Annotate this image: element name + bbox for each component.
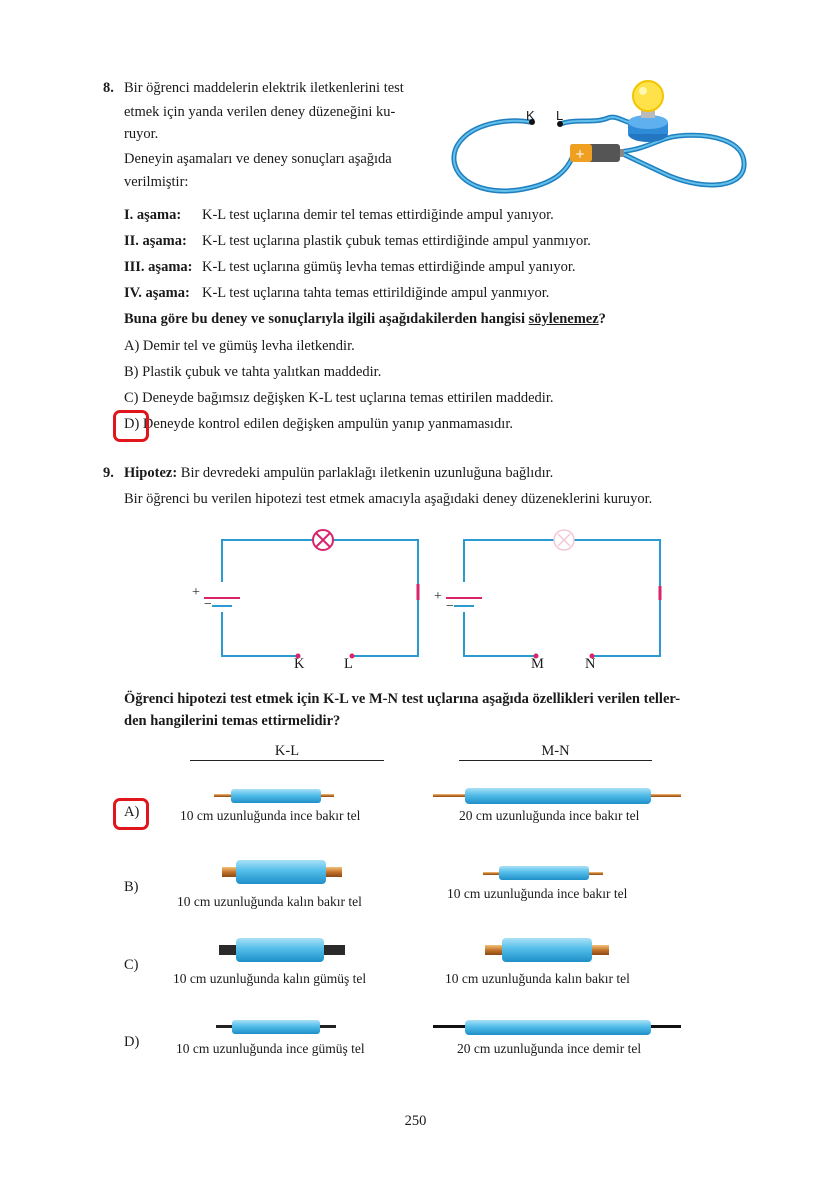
q9-option-c-letter[interactable]: C) (124, 957, 139, 973)
q8-intro-line: Deneyin aşamaları ve deney sonuçları aşağıda (124, 151, 392, 167)
q9-number: 9. (103, 465, 114, 481)
q9-option-b-letter[interactable]: B) (124, 879, 139, 895)
stage-label: III. aşama: (124, 259, 193, 275)
stage-text: K-L test uçlarına gümüş levha temas ettirdiğinde ampul yanıyor. (202, 259, 576, 275)
q8-answer-highlight (113, 410, 149, 442)
q9-option-c-right[interactable]: 10 cm uzunluğunda kalın bakır tel (445, 971, 630, 986)
q9-option-a-letter[interactable]: A) (124, 804, 140, 820)
svg-text:+: + (575, 147, 586, 161)
q9-option-b-left[interactable]: 10 cm uzunluğunda kalın bakır tel (177, 894, 362, 909)
stage-label: IV. aşama: (124, 285, 190, 301)
q8-intro-line: ruyor. (124, 126, 159, 142)
q9-option-a-right[interactable]: 20 cm uzunluğunda ince bakır tel (459, 808, 640, 823)
terminal-n-label: N (585, 656, 596, 672)
q8-question-mark: ? (598, 311, 606, 327)
q9-intro: Bir öğrenci bu verilen hipotezi test etmek amacıyla aşağıdaki deney düzeneklerini kuruyor. (124, 491, 653, 507)
stage-text: K-L test uçlarına demir tel temas ettirdiğinde ampul yanıyor. (202, 207, 554, 223)
q8-question (124, 311, 606, 328)
conductivity-test-figure (448, 78, 753, 202)
circuit1-plus: + (192, 585, 200, 600)
terminal-k-label: K (294, 656, 305, 672)
q9-option-d-right[interactable]: 20 cm uzunluğunda ince demir tel (457, 1041, 642, 1056)
q8-intro-line: etmek için yanda verilen deney düzeneğini ku- (124, 104, 396, 120)
circuit2-minus: − (446, 599, 454, 614)
q9-option-a-left[interactable]: 10 cm uzunluğunda ince bakır tel (180, 808, 361, 823)
hypothesis-text: Bir devredeki ampulün parlaklağı iletkenin uzunluğuna bağlıdır. (177, 465, 554, 481)
q8-question-emphasis: söylenemez (528, 311, 599, 327)
q9-option-d-left[interactable]: 10 cm uzunluğunda ince gümüş tel (176, 1041, 365, 1056)
stage-label: I. aşama: (124, 207, 182, 223)
q8-intro-line: Bir öğrenci maddelerin elektrik iletkenlerini test (124, 80, 404, 96)
q8-stage (124, 207, 554, 224)
q8-stage (124, 233, 591, 250)
q8-option-a[interactable]: A) Demir tel ve gümüş levha iletkendir. (124, 338, 355, 354)
circuit-mn (464, 540, 660, 656)
stage-text: K-L test uçlarına tahta temas ettirildiğinde ampul yanmıyor. (202, 285, 550, 301)
q8-option-b[interactable]: B) Plastik çubuk ve tahta yalıtkan maddedir. (124, 364, 382, 380)
terminal-l-label: L (344, 656, 353, 672)
q8-option-d[interactable]: D) Deneyde kontrol edilen değişken ampulün yanıp yanmamasıdır. (124, 416, 513, 432)
q8-stage (124, 285, 549, 302)
circuit2-plus: + (434, 589, 442, 604)
circuit-kl (222, 540, 418, 656)
hypothesis-label: Hipotez: (124, 465, 178, 481)
q9-answer-highlight (113, 798, 149, 830)
q8-question-text: Buna göre bu deney ve sonuçlarıyla ilgili aşağıdakilerden hangisi (124, 311, 529, 327)
circuit-diagrams (180, 520, 680, 680)
q8-figure-l-label: L (556, 108, 564, 123)
column-header-kl: K-L (190, 743, 384, 761)
page-number: 250 (404, 1113, 427, 1129)
q9-option-c-left[interactable]: 10 cm uzunluğunda kalın gümüş tel (173, 971, 367, 986)
stage-text: K-L test uçlarına plastik çubuk temas ettirdiğinde ampul yanmıyor. (202, 233, 591, 249)
terminal-m-label: M (531, 656, 544, 672)
q8-number: 8. (103, 80, 114, 96)
q8-stage (124, 259, 576, 276)
column-header-mn: M-N (459, 743, 652, 761)
q9-hypothesis (124, 465, 553, 482)
circuit1-minus: − (204, 597, 212, 612)
q9-question-line1: Öğrenci hipotezi test etmek için K-L ve M-N test uçlarına aşağıda özellikleri verilen teller- (124, 691, 681, 707)
q9-option-d-letter[interactable]: D) (124, 1034, 140, 1050)
q8-intro-line: verilmiştir: (124, 174, 189, 190)
q8-option-c[interactable]: C) Deneyde bağımsız değişken K-L test uçlarına temas ettirilen maddedir. (124, 390, 554, 406)
q9-question-line2: den hangilerini temas ettirmelidir? (124, 713, 341, 729)
stage-label: II. aşama: (124, 233, 187, 249)
q8-figure-k-label: K (526, 108, 535, 123)
q9-option-b-right[interactable]: 10 cm uzunluğunda ince bakır tel (447, 886, 628, 901)
